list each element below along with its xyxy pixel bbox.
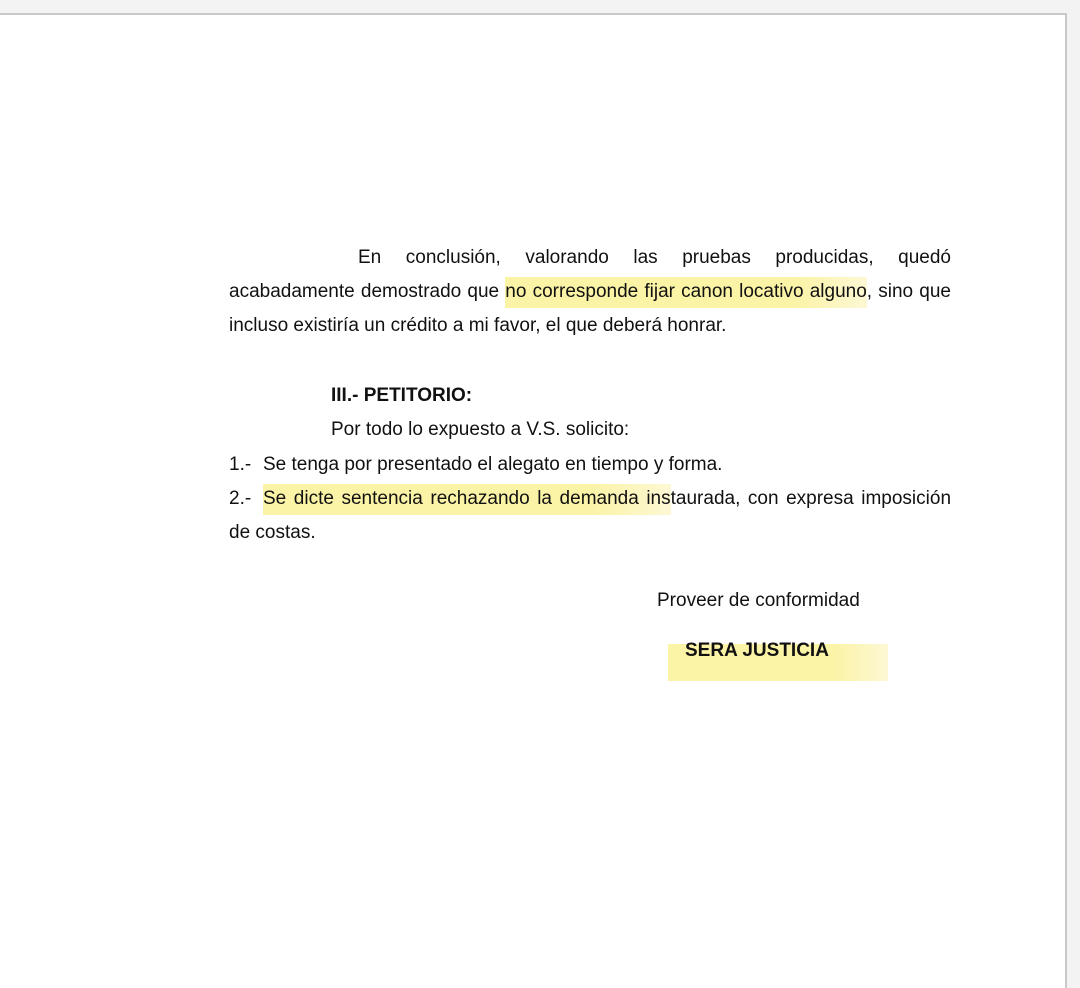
item-text-end: taurada, con expresa imposición de costas.	[229, 488, 952, 543]
section-heading-petitorio: III.- PETITORIO:	[331, 385, 473, 406]
petition-intro: Por todo lo expuesto a V.S. solicito:	[331, 419, 630, 440]
highlighted-phrase: no corresponde fijar canon locativo alguno	[505, 277, 867, 308]
petition-item-1	[229, 448, 951, 482]
petition-item-2	[229, 482, 951, 550]
conclusion-text-end: , sino que incluso existiría un crédito a mi favor, el que deberá honrar.	[229, 281, 951, 336]
document-page	[0, 13, 1067, 988]
item-number: 2.-	[229, 488, 252, 509]
item-number: 1.-	[229, 454, 252, 475]
conclusion-text-start: En conclusión, valorando las pruebas producidas, quedó acabadamente demostrado que	[229, 247, 951, 302]
highlighted-phrase: Se dicte sentencia rechazando la demanda ins	[263, 484, 671, 515]
conclusion-paragraph	[229, 241, 951, 343]
item-text: Se tenga por presentado el alegato en tiempo y forma.	[263, 454, 723, 475]
closing-phrase: Proveer de conformidad	[657, 590, 860, 611]
signature-text: SERA JUSTICIA	[685, 640, 829, 661]
